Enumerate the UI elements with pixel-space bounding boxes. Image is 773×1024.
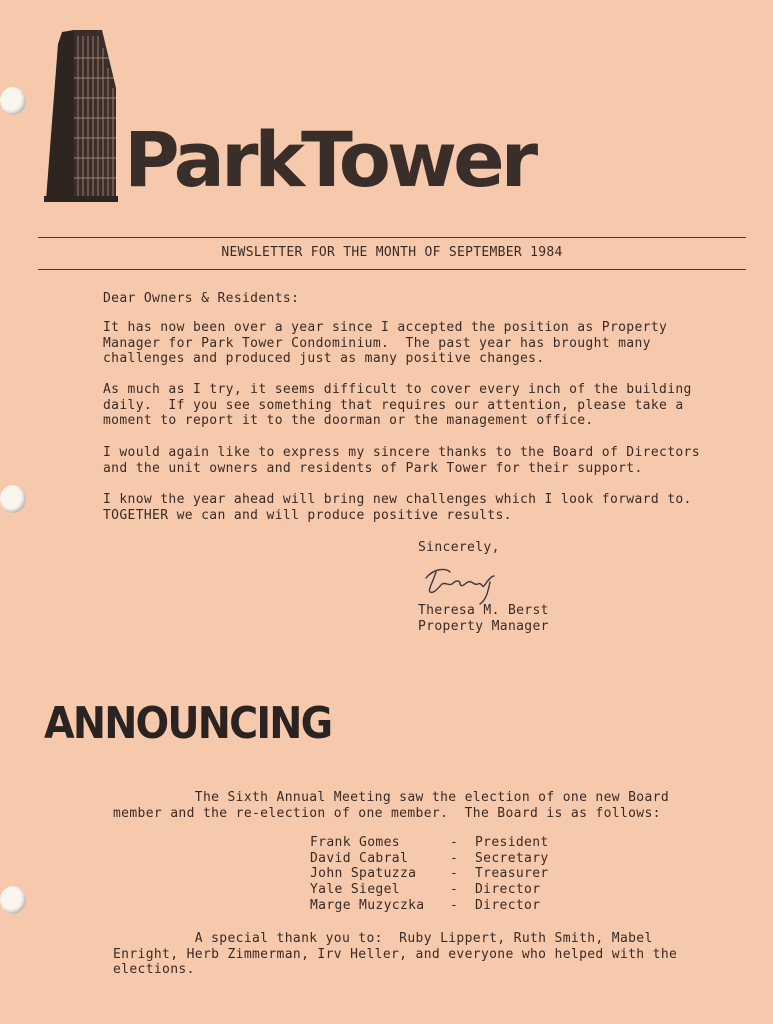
board-member-role: Treasurer [475,866,549,882]
board-member-role: Director [475,882,541,898]
announcing-heading: ANNOUNCING [44,698,332,749]
separator-dash: - [450,850,459,866]
separator-dash: - [450,835,459,850]
park-tower-building-logo [44,28,118,204]
binder-hole [0,485,26,513]
board-list [310,835,590,913]
board-member-name: Yale Siegel [310,882,400,898]
board-member-role: Secretary [475,850,549,866]
letter-paragraph: It has now been over a year since I accepted the position as Property Manager for Park Tower Condominium. The past year has brought many challenges and produced just as many positive changes. [103,320,668,366]
board-member-row [310,866,590,882]
signer-name: Theresa M. Berst [418,603,549,618]
board-member-name: Frank Gomes [310,835,400,850]
salutation: Dear Owners & Residents: [103,291,300,306]
letter-paragraph: As much as I try, it seems difficult to cover every inch of the building daily. If you see something that requires our attention, please take a moment to report it to the doorman or the management office. [103,382,692,428]
board-member-name: David Cabral [310,850,409,866]
separator-dash: - [450,897,459,913]
board-member-row [310,898,590,914]
board-member-row [310,851,590,867]
board-member-role: President [475,835,549,850]
separator-dash: - [450,882,459,898]
handwritten-signature [420,562,506,606]
board-member-row [310,882,590,898]
header-rule-bottom [38,269,746,270]
binder-hole [0,886,26,914]
binder-hole [0,87,26,115]
board-member-name: Marge Muzyczka [310,897,425,913]
board-member-name: John Spatuzza [310,866,417,882]
signer-title: Property Manager [418,619,549,634]
separator-dash: - [450,866,459,882]
announcement-intro: The Sixth Annual Meeting saw the election of one new Board member and the re-election of one member. The Board is as follows: [113,790,670,821]
thank-you-paragraph: A special thank you to: Ruby Lippert, Ruth Smith, Mabel Enright, Herb Zimmerman, Irv Heller, and everyone who helped with the elections. [113,931,678,977]
closing: Sincerely, [418,540,500,555]
letter-paragraph: I know the year ahead will bring new challenges which I look forward to. TOGETHER we can and will produce positive results. [103,492,692,523]
board-member-role: Director [475,897,541,913]
brand-wordmark: ParkTower [124,115,535,204]
letter-paragraph: I would again like to express my sincere thanks to the Board of Directors and the unit owners and residents of Park Tower for their support. [103,445,700,476]
newsletter-date-line: NEWSLETTER FOR THE MONTH OF SEPTEMBER 1984 [221,245,563,260]
header-rule-top [38,237,746,238]
board-member-row [310,835,590,851]
